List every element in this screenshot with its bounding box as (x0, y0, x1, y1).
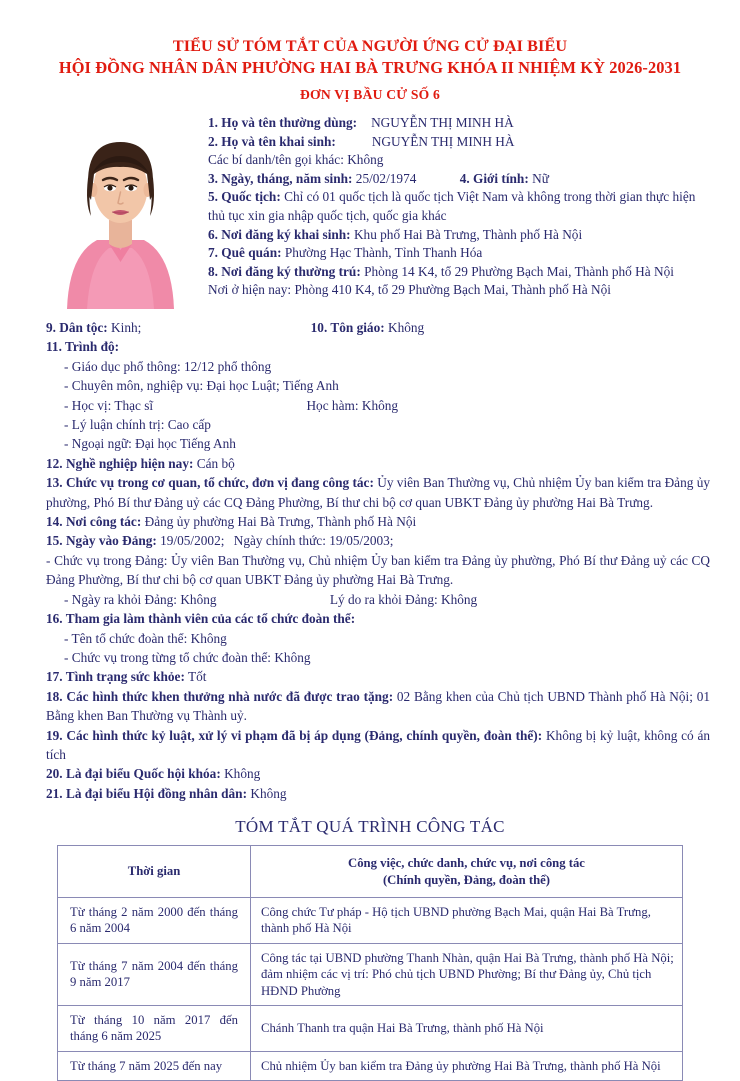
field-education-general: - Giáo dục phổ thông: 12/12 phổ thông (64, 358, 272, 374)
field-health-status-label: 17. Tình trạng sức khỏe: (46, 669, 185, 685)
field-disciplinary-label: 19. Các hình thức kỷ luật, xử lý vi phạm đã bị áp dụng (Đảng, chính quyền, đoàn thể): (46, 727, 543, 743)
field-occupation (46, 454, 710, 473)
career-detail: Chủ nhiệm Ủy ban kiểm tra Đảng ủy phường Hai Bà Trưng, thành phố Hà Nội (251, 1051, 683, 1080)
field-gender-value: Nữ (532, 170, 549, 186)
document-title-line-1: TIỂU SỬ TÓM TẮT CỦA NGƯỜI ỨNG CỬ ĐẠI BIỂU (172, 37, 568, 55)
field-degree-value: - Học vị: Thạc sĩ (64, 397, 154, 413)
career-detail: Chánh Thanh tra quận Hai Bà Trưng, thành phố Hà Nội (251, 1006, 683, 1052)
field-party-join-date (46, 531, 710, 550)
field-org-position: - Chức vụ trong từng tổ chức đoàn thể: Không (64, 649, 311, 665)
field-national-assembly-label: 20. Là đại biểu Quốc hội khóa: (46, 766, 221, 782)
career-col-period-header: Thời gian (58, 846, 251, 898)
field-org-name: - Tên tổ chức đoàn thể: Không (64, 630, 227, 646)
field-common-name-label: 1. Họ và tên thường dùng: (208, 115, 358, 130)
field-awards-value: 02 Bằng khen của Chủ tịch UBND Thành phố Hà Nội; 01 Bằng khen Ban Thường vụ Thành uỷ. (46, 688, 710, 724)
field-hometown-label: 7. Quê quán: (208, 245, 282, 261)
field-current-position-label: 13. Chức vụ trong cơ quan, tổ chức, đơn vị đang công tác: (46, 475, 374, 491)
identity-block (0, 112, 740, 310)
field-alias: Các bí danh/tên gọi khác: Không (208, 152, 384, 168)
field-dob-value: 25/02/1974 (355, 170, 417, 186)
field-national-assembly-value: Không (224, 766, 261, 782)
field-birth-registration-label: 6. Nơi đăng ký khai sinh: (208, 226, 351, 242)
field-birth-name-value: NGUYỄN THỊ MINH HÀ (371, 133, 515, 149)
candidate-portrait (57, 112, 184, 309)
field-nationality (208, 188, 710, 225)
field-dob-label: 3. Ngày, tháng, năm sinh: (208, 170, 353, 186)
field-birth-registration (208, 226, 710, 245)
field-ethnicity-value: Kinh; (111, 320, 142, 335)
field-disciplinary-value: Không bị kỷ luật, không có án tích (46, 727, 711, 762)
field-current-position-value: Ủy viên Ban Thường vụ, Chủ nhiệm Ủy ban kiểm tra Đảng ủy phường, Phó Bí thư Đảng uỷ các CQ Đảng Phường, Bí thư chi bộ cơ quan UBKT Đảng ủy phường Hai Bà Trưng. (46, 475, 710, 510)
field-academic-title-value: Học hàm: Không (306, 397, 399, 413)
field-national-assembly (46, 764, 710, 783)
workplace-party-fields (46, 512, 710, 551)
field-party-exit-reason: Lý do ra khỏi Đảng: Không (329, 591, 478, 607)
biography-fields (46, 318, 710, 473)
portrait-illustration (57, 112, 184, 309)
field-health-status-value: Tốt (187, 669, 207, 685)
field-awards (46, 687, 710, 726)
field-education-degree (46, 396, 710, 415)
field-permanent-residence-label: 8. Nơi đăng ký thường trú: (208, 263, 361, 279)
field-party-exit-date: - Ngày ra khỏi Đảng: Không (64, 591, 217, 607)
field-occupation-value: Cán bộ (196, 455, 235, 471)
field-current-residence: Nơi ở hiện nay: Phòng 410 K4, tổ 29 Phường Bạch Mai, Thành phố Hà Nội (208, 282, 611, 298)
field-workplace-value: Đảng ủy phường Hai Bà Trưng, Thành phố Hà Nội (144, 514, 417, 530)
field-party-position (46, 551, 710, 590)
career-col-detail-header (251, 846, 683, 898)
field-common-name-value: NGUYỄN THỊ MINH HÀ (371, 115, 514, 130)
field-ethnicity-label: 9. Dân tộc: (46, 320, 108, 335)
career-period: Từ tháng 10 năm 2017 đến tháng 6 năm 2025 (58, 1006, 251, 1052)
field-awards-label: 18. Các hình thức khen thưởng nhà nước đã được trao tặng: (46, 688, 394, 704)
field-party-join-label: 15. Ngày vào Đảng: (46, 533, 157, 549)
field-religion-label: 10. Tôn giáo: (310, 320, 385, 335)
career-col-detail-header-line1: Công việc, chức danh, chức vụ, nơi công tác (348, 856, 585, 871)
document-header (0, 0, 740, 103)
field-health-status (46, 667, 710, 686)
table-row (58, 943, 683, 1005)
career-period: Từ tháng 7 năm 2025 đến nay (58, 1051, 251, 1080)
field-party-position-value: Ủy viên Ban Thường vụ, Chủ nhiệm Ủy ban kiểm tra Đảng ủy phường, Phó Bí thư Đảng uỷ các CQ Đảng Phường, Bí thư chi bộ cơ quan UBKT Đảng ủy phường Hai Bà Trưng. (46, 552, 711, 588)
career-period: Từ tháng 2 năm 2000 đến tháng 6 năm 2004 (58, 897, 251, 943)
field-mass-organizations-label: 16. Tham gia làm thành viên của các tổ chức đoàn thể: (46, 611, 356, 627)
field-party-position-label: - Chức vụ trong Đảng: (46, 552, 168, 568)
field-party-official-date: Ngày chính thức: 19/05/2003; (233, 533, 394, 549)
field-ethnicity-religion (46, 318, 710, 337)
field-workplace-label: 14. Nơi công tác: (46, 514, 142, 530)
field-permanent-residence (208, 263, 710, 282)
field-hometown (208, 244, 710, 263)
career-table-header-row (58, 846, 683, 898)
field-education-major: - Chuyên môn, nghiệp vụ: Đại học Luật; Tiếng Anh (64, 378, 339, 394)
field-mass-organizations-heading (46, 609, 710, 628)
field-occupation-label: 12. Nghề nghiệp hiện nay: (46, 455, 194, 471)
field-birth-name-label: 2. Họ và tên khai sinh: (208, 133, 336, 149)
table-row (58, 1051, 683, 1080)
field-peoples-council-label: 21. Là đại biểu Hội đồng nhân dân: (46, 785, 248, 801)
field-nationality-label: 5. Quốc tịch: (208, 189, 281, 205)
field-education-label: 11. Trình độ: (46, 339, 120, 355)
electoral-unit-subtitle: ĐƠN VỊ BẦU CỬ SỐ 6 (300, 87, 440, 102)
field-dob-gender (208, 170, 710, 189)
document-title-line-2: HỘI ĐỒNG NHÂN DÂN PHƯỜNG HAI BÀ TRƯNG KHÓA II NHIỆM KỲ 2026-2031 (58, 58, 682, 77)
field-peoples-council-value: Không (250, 785, 287, 801)
field-political-theory: - Lý luận chính trị: Cao cấp (64, 417, 211, 433)
field-birth-registration-value: Khu phố Hai Bà Trưng, Thành phố Hà Nội (353, 226, 583, 242)
field-birth-name (208, 133, 710, 152)
field-common-name (208, 114, 710, 133)
field-foreign-language: - Ngoại ngữ: Đại học Tiếng Anh (64, 436, 236, 452)
party-exit-and-orgs (46, 590, 710, 687)
career-summary-heading: TÓM TẮT QUÁ TRÌNH CÔNG TÁC (235, 817, 505, 837)
field-education-heading (46, 337, 710, 356)
field-hometown-value: Phường Hạc Thành, Tỉnh Thanh Hóa (284, 245, 483, 261)
field-permanent-residence-value: Phòng 14 K4, tổ 29 Phường Bạch Mai, Thành phố Hà Nội (364, 263, 674, 279)
career-table-head (58, 846, 683, 898)
career-col-detail-header-line2: (Chính quyền, Đảng, đoàn thể) (382, 872, 551, 887)
career-detail: Công chức Tư pháp - Hộ tịch UBND phường Bạch Mai, quận Hai Bà Trưng, thành phố Hà Nội (251, 897, 683, 943)
career-period: Từ tháng 7 năm 2004 đến tháng 9 năm 2017 (58, 943, 251, 1005)
career-table-body (58, 897, 683, 1080)
field-workplace (46, 512, 710, 531)
delegate-history-fields (46, 764, 710, 803)
field-party-join-value: 19/05/2002; (160, 533, 225, 549)
field-disciplinary (46, 726, 710, 765)
table-row (58, 897, 683, 943)
field-peoples-council (46, 784, 710, 803)
career-detail: Công tác tại UBND phường Thanh Nhàn, quận Hai Bà Trưng, thành phố Hà Nội; đảm nhiệm các vị trí: Phó chủ tịch UBND Phường; Bí thư Đảng ủy, Chủ tịch HĐND Phường (251, 943, 683, 1005)
table-row (58, 1006, 683, 1052)
field-party-exit (46, 590, 710, 609)
field-gender-label: 4. Giới tính: (459, 170, 529, 186)
field-religion-value: Không (387, 320, 425, 335)
identity-fields (208, 112, 710, 300)
field-current-position (46, 473, 710, 512)
field-nationality-value: Chỉ có 01 quốc tịch là quốc tịch Việt Nam và không trong thời gian thực hiện thủ tục xin gia nhập quốc tịch, quốc gia khác (208, 189, 696, 223)
